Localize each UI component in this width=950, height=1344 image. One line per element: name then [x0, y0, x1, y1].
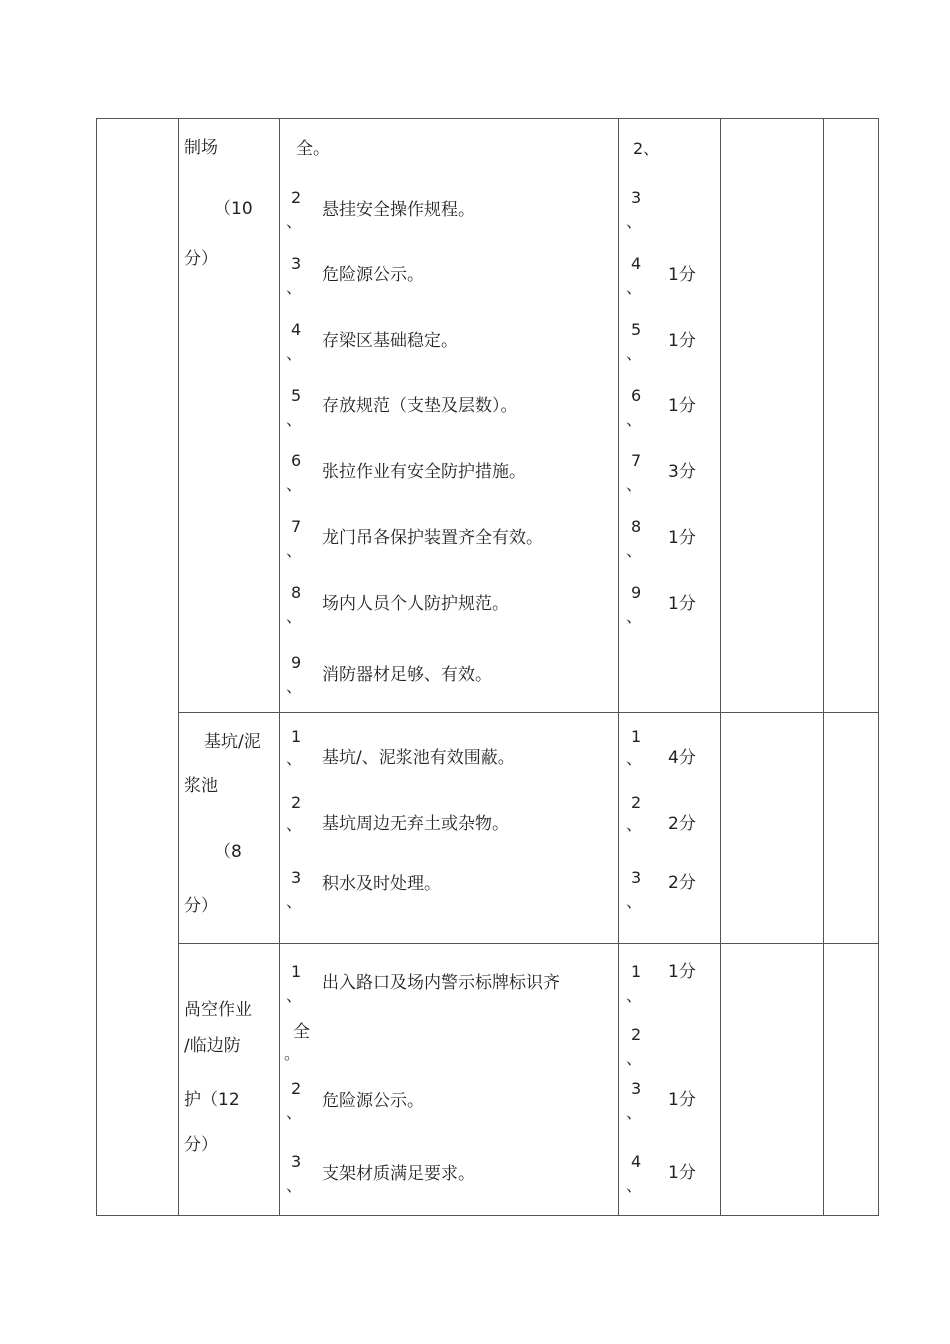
item-mark: 、 [286, 1176, 303, 1195]
score-points: 1分 [668, 1163, 696, 1183]
item-mark: 、 [286, 541, 303, 560]
item-mark: 。 [284, 1044, 301, 1063]
item-mark: 、 [286, 475, 303, 494]
category-label: 护（12 [184, 1090, 240, 1110]
score-points: 2分 [668, 814, 696, 834]
item-mark: 、 [286, 892, 303, 911]
score-mark: 、 [626, 475, 643, 494]
item-text: 场内人员个人防护规范。 [322, 594, 509, 614]
item-text: 龙门吊各保护装置齐全有效。 [322, 528, 543, 548]
column-divider [618, 119, 619, 1215]
score-number: 2 [631, 1025, 642, 1044]
score-mark: 、 [626, 278, 643, 297]
score-mark: 、 [626, 607, 643, 626]
score-number: 3 [631, 188, 642, 207]
column-divider [720, 119, 721, 1215]
score-mark: 、 [626, 815, 643, 834]
category-label: （10 [214, 199, 253, 219]
item-number: 7 [291, 517, 302, 536]
score-number: 7 [631, 451, 642, 470]
item-text: 存放规范（支垫及层数）。 [322, 396, 518, 416]
category-label: 制场 [184, 138, 218, 158]
score-points: 1分 [668, 1090, 696, 1110]
score-number: 2、 [633, 139, 660, 158]
category-label: 基坑/泥 [204, 732, 261, 752]
item-text: 基坑/、泥浆池有效围蔽。 [322, 748, 515, 768]
item-mark: 、 [286, 815, 303, 834]
score-points: 3分 [668, 462, 696, 482]
score-number: 5 [631, 320, 642, 339]
score-mark: 、 [626, 1103, 643, 1122]
score-points: 1分 [668, 331, 696, 351]
category-label: 咼空作业 [184, 1000, 252, 1020]
category-label: 分） [184, 249, 218, 269]
row-divider [178, 943, 878, 944]
score-mark: 、 [626, 1176, 643, 1195]
item-number: 1 [291, 727, 302, 746]
score-number: 4 [631, 254, 642, 273]
score-number: 9 [631, 583, 642, 602]
item-number: 2 [291, 793, 302, 812]
score-number: 1 [631, 962, 642, 981]
item-text: 全 [293, 1022, 310, 1042]
category-label: 浆池 [184, 776, 218, 796]
category-label: （8 [214, 842, 242, 862]
score-mark: 、 [626, 541, 643, 560]
item-mark: 、 [286, 212, 303, 231]
score-points: 2分 [668, 873, 696, 893]
item-number: 8 [291, 583, 302, 602]
item-number: 2 [291, 188, 302, 207]
item-text: 消防器材足够、有效。 [322, 665, 492, 685]
score-mark: 、 [626, 410, 643, 429]
score-number: 4 [631, 1152, 642, 1171]
item-mark: 、 [286, 749, 303, 768]
column-divider [178, 119, 179, 1215]
item-number: 9 [291, 653, 302, 672]
item-number: 2 [291, 1079, 302, 1098]
score-mark: 、 [626, 212, 643, 231]
item-text: 存梁区基础稳定。 [322, 331, 458, 351]
score-number: 1 [631, 727, 642, 746]
item-mark: 、 [286, 607, 303, 626]
item-text: 张拉作业有安全防护措施。 [322, 462, 526, 482]
item-text: 积水及时处理。 [322, 874, 441, 894]
item-number: 4 [291, 320, 302, 339]
column-divider [823, 119, 824, 1215]
score-points: 1分 [668, 528, 696, 548]
score-mark: 、 [626, 1049, 643, 1068]
row-divider [178, 712, 878, 713]
score-number: 3 [631, 868, 642, 887]
category-label: /临边防 [184, 1036, 241, 1056]
item-number: 3 [291, 1152, 302, 1171]
category-label: 分） [184, 1135, 218, 1155]
category-label: 分） [184, 896, 218, 916]
score-points: 1分 [668, 265, 696, 285]
item-mark: 、 [286, 1103, 303, 1122]
score-mark: 、 [626, 749, 643, 768]
item-number: 3 [291, 254, 302, 273]
item-mark: 、 [286, 677, 303, 696]
item-mark: 、 [286, 278, 303, 297]
column-divider [279, 119, 280, 1215]
score-number: 2 [631, 793, 642, 812]
score-mark: 、 [626, 344, 643, 363]
item-text: 支架材质满足要求。 [322, 1164, 475, 1184]
item-mark: 、 [286, 410, 303, 429]
item-number: 6 [291, 451, 302, 470]
score-mark: 、 [626, 892, 643, 911]
item-text: 悬挂安全操作规程。 [322, 200, 475, 220]
item-text: 基坑周边无弃土或杂物。 [322, 814, 509, 834]
item-number: 1 [291, 962, 302, 981]
score-number: 8 [631, 517, 642, 536]
score-number: 6 [631, 386, 642, 405]
item-number: 3 [291, 868, 302, 887]
item-number: 5 [291, 386, 302, 405]
score-points: 1分 [668, 962, 696, 982]
score-mark: 、 [626, 986, 643, 1005]
item-mark: 、 [286, 344, 303, 363]
item-text: 危险源公示。 [322, 1091, 424, 1111]
score-points: 1分 [668, 396, 696, 416]
score-points: 1分 [668, 594, 696, 614]
item-text: 危险源公示。 [322, 265, 424, 285]
score-number: 3 [631, 1079, 642, 1098]
score-points: 4分 [668, 748, 696, 768]
item-mark: 、 [286, 986, 303, 1005]
item-text: 出入路口及场内警示标牌标识齐 [322, 973, 560, 993]
item-text: 全。 [296, 139, 330, 159]
